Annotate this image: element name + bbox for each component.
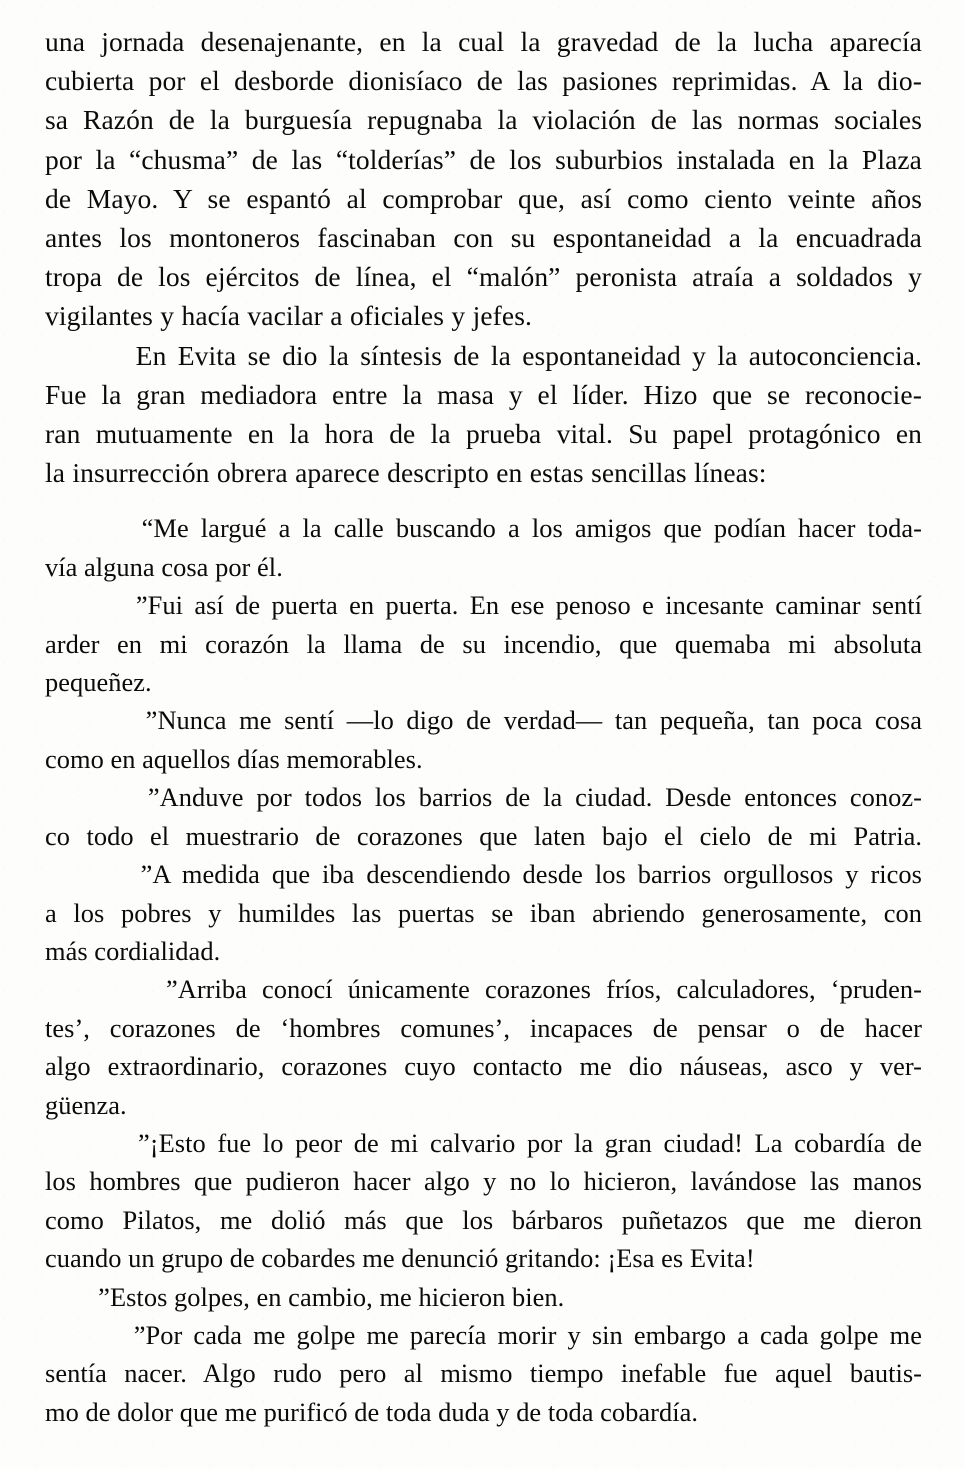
text-line: tropa de los ejércitos de línea, el “malón” peronista atraía a soldados y — [45, 261, 922, 293]
text-line: ”¡Esto fue lo peor de mi calvario por la gran ciudad! La cobardía de — [45, 1127, 922, 1158]
quote-esto-fue-lo-peor — [45, 1124, 922, 1278]
text-line: “Me largué a la calle buscando a los amigos que podían hacer toda- — [45, 513, 922, 544]
quote-estos-golpes — [45, 1278, 922, 1316]
text-line: de Mayo. Y se espantó al comprobar que, así como ciento veinte años — [45, 182, 922, 214]
text-line: a los pobres y humildes las puertas se iban abriendo generosamente, con — [45, 897, 922, 928]
text-line: ”A medida que iba descendiendo desde los barrios orgullosos y ricos — [45, 859, 922, 890]
text-line: sa Razón de la burguesía repugnaba la violación de las normas sociales — [45, 104, 922, 136]
paragraph-jornada — [45, 22, 922, 336]
text-line: los hombres que pudieron hacer algo y no lo hicieron, lavándose las manos — [45, 1166, 922, 1197]
text-line: como Pilatos, me dolió más que los bárbaros puñetazos que me dieron — [45, 1204, 922, 1235]
text-line: ran mutuamente en la hora de la prueba vital. Su papel protagónico en — [45, 418, 922, 450]
text-line: una jornada desenajenante, en la cual la gravedad de la lucha aparecía — [45, 26, 922, 57]
text-line: antes los montoneros fascinaban con su espontaneidad a la encuadrada — [45, 222, 922, 254]
text-line: como en aquellos días memorables. — [45, 743, 423, 774]
text-line: algo extraordinario, corazones cuyo contacto me dio náuseas, asco y ver- — [45, 1051, 922, 1082]
quote-anduve — [45, 778, 922, 855]
text-line: más cordialidad. — [45, 935, 221, 966]
text-line: tes’, corazones de ‘hombres comunes’, incapaces de pensar o de hacer — [45, 1012, 922, 1043]
text-line: co todo el muestrario de corazones que laten bajo el cielo de mi Patria. — [45, 820, 922, 851]
quote-por-cada-golpe — [45, 1316, 922, 1431]
evita-quotation — [45, 509, 922, 1431]
text-line: sentía nacer. Algo rudo pero al mismo tiempo inefable fue aquel bautis- — [45, 1358, 922, 1389]
quote-a-medida — [45, 855, 922, 970]
text-line: mo de dolor que me purificó de toda duda y de toda cobardía. — [45, 1396, 699, 1427]
quote-fui-asi — [45, 586, 922, 701]
quote-arriba-conoci — [45, 970, 922, 1124]
quote-me-largue — [45, 509, 922, 586]
paragraph-evita-sintesis — [45, 336, 922, 493]
text-line: Fue la gran mediadora entre la masa y el líder. Hizo que se reconocie- — [45, 378, 922, 410]
text-line: cubierta por el desborde dionisíaco de las pasiones reprimidas. A la dio- — [45, 65, 922, 97]
text-line: arder en mi corazón la llama de su incendio, que quemaba mi absoluta — [45, 628, 922, 659]
text-column — [45, 22, 922, 1431]
text-line: ”Fui así de puerta en puerta. En ese penoso e incesante caminar sentí — [45, 590, 922, 621]
text-line: ”Nunca me sentí —lo digo de verdad— tan pequeña, tan poca cosa — [45, 705, 922, 736]
quote-nunca-me-senti — [45, 701, 922, 778]
text-line: ”Por cada me golpe me parecía morir y sin embargo a cada golpe me — [45, 1319, 922, 1350]
text-line: ”Arriba conocí únicamente corazones fríos, calculadores, ‘pruden- — [45, 974, 922, 1005]
text-line: la insurrección obrera aparece descripto en estas sencillas líneas: — [45, 457, 767, 489]
text-line: cuando un grupo de cobardes me denunció gritando: ¡Esa es Evita! — [45, 1243, 755, 1274]
quotation-spacer — [45, 492, 922, 509]
text-line: ”Estos golpes, en cambio, me hicieron bien. — [45, 1281, 565, 1312]
text-line: vía alguna cosa por él. — [45, 551, 283, 582]
text-line: pequeñez. — [45, 667, 152, 698]
text-line: vigilantes y hacía vacilar a oficiales y jefes. — [45, 300, 533, 332]
text-line: ”Anduve por todos los barrios de la ciudad. Desde entonces conoz- — [45, 782, 922, 813]
text-line: güenza. — [45, 1089, 127, 1120]
text-line: En Evita se dio la síntesis de la espontaneidad y la autoconciencia. — [45, 339, 922, 371]
text-line: por la “chusma” de las “tolderías” de los suburbios instalada en la Plaza — [45, 143, 922, 175]
